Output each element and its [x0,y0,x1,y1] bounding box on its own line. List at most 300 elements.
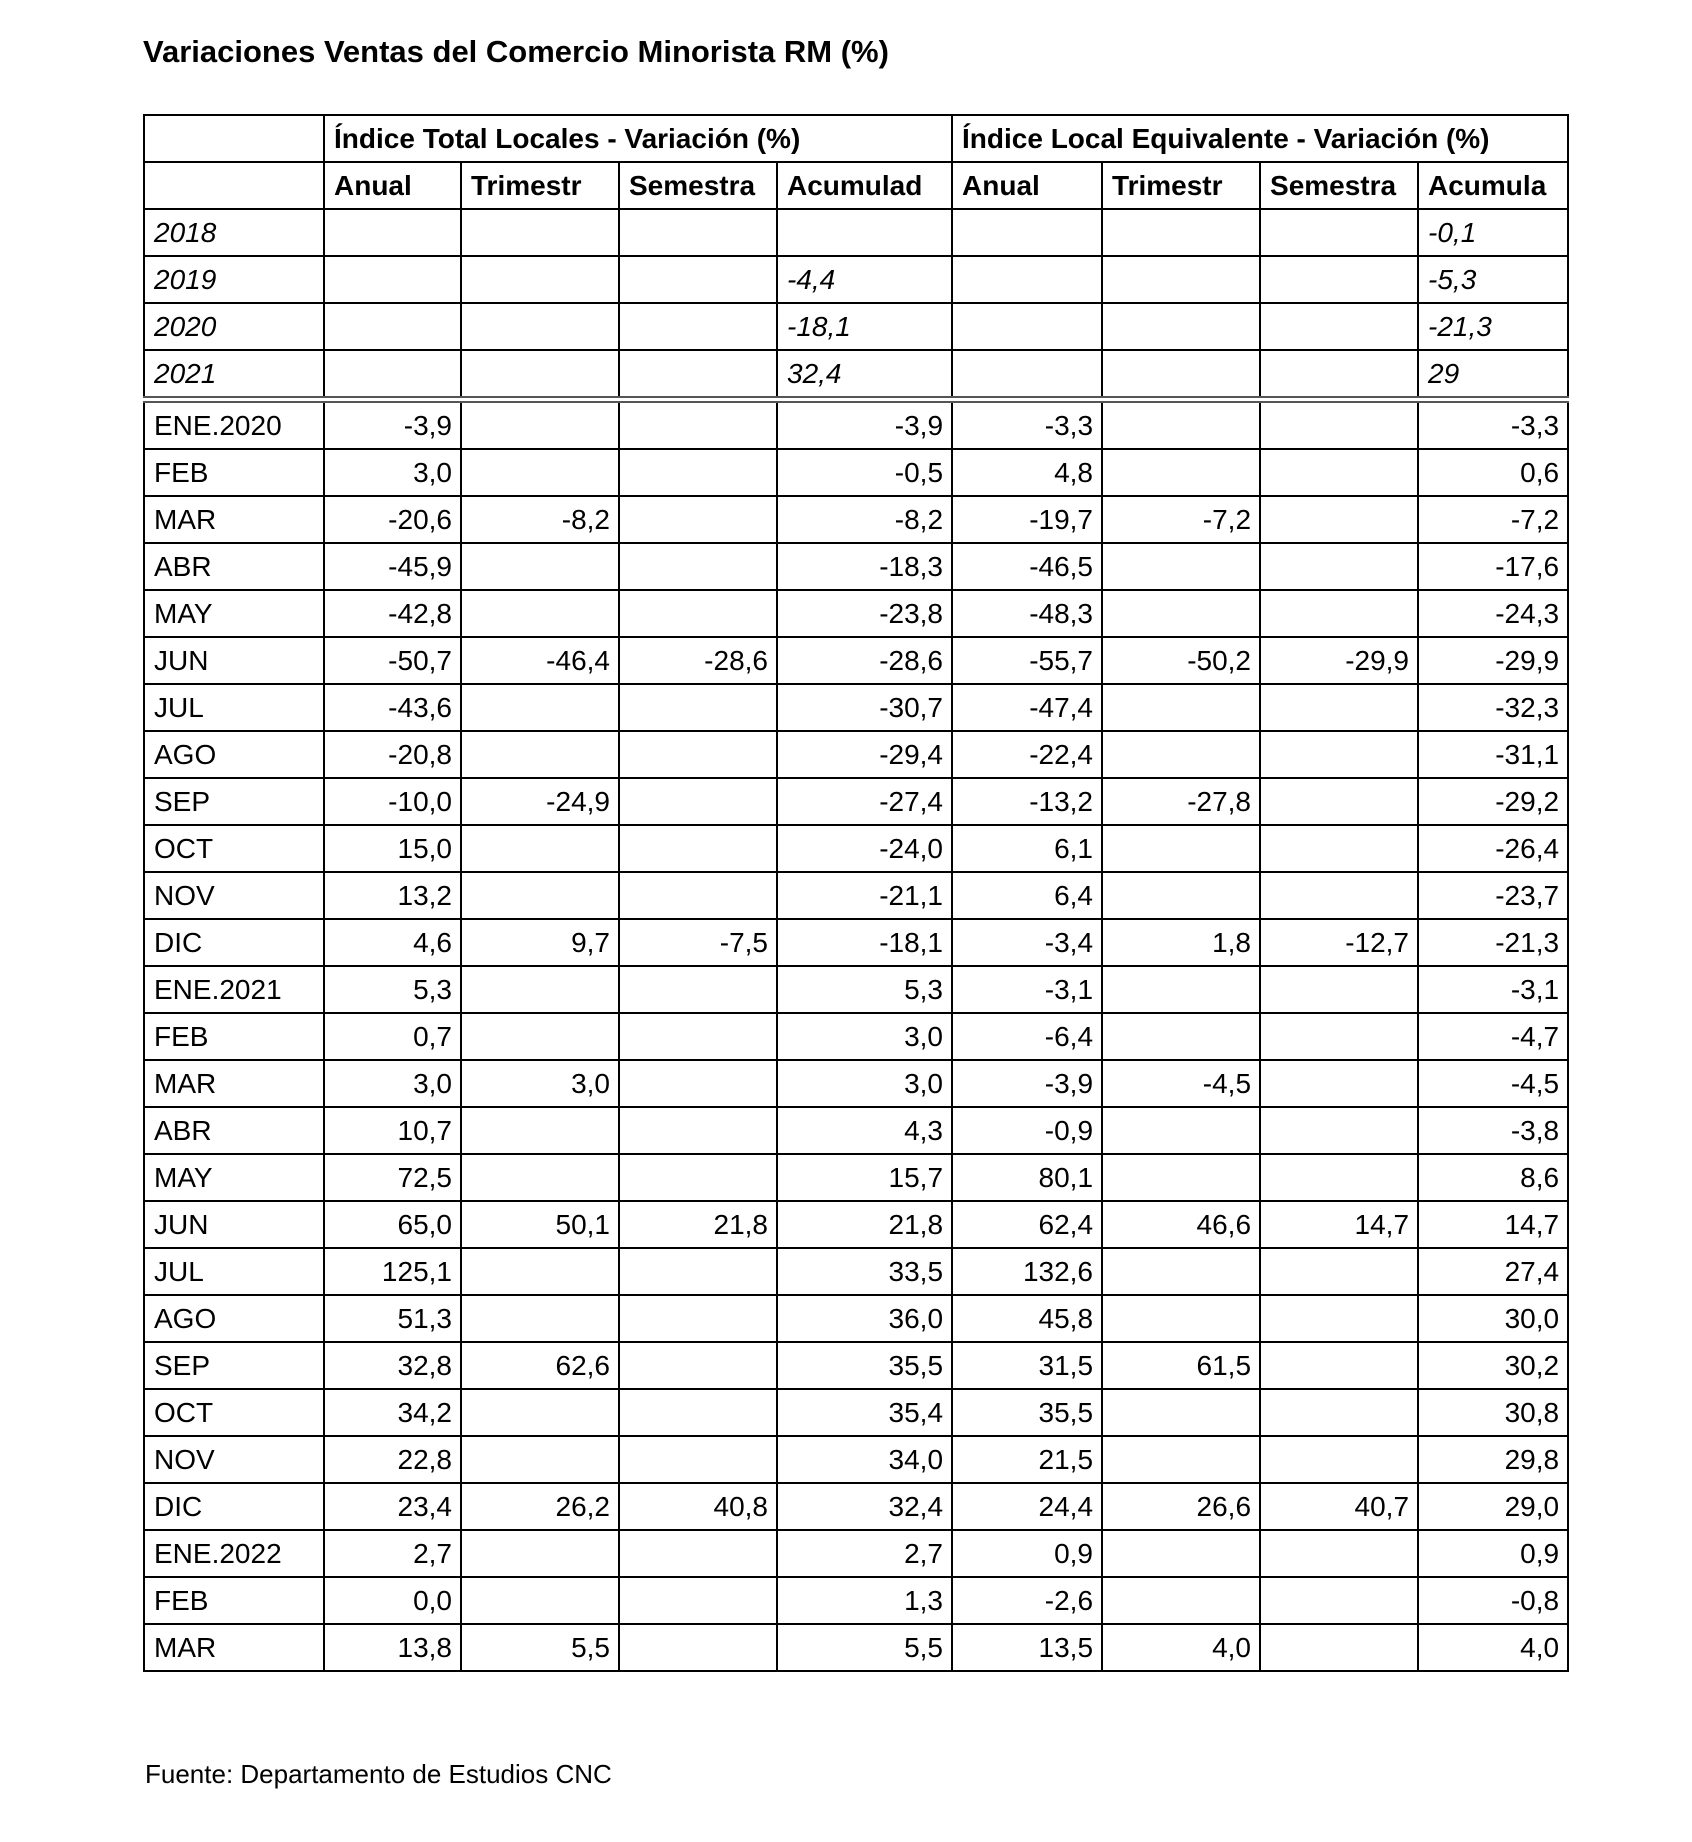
table-cell [1260,1295,1418,1342]
table-cell: -4,5 [1418,1060,1568,1107]
table-cell: 30,8 [1418,1389,1568,1436]
table-row [144,966,1568,1013]
table-cell [619,1060,777,1107]
table-cell: -21,3 [1418,303,1568,350]
table-cell: -18,1 [777,303,952,350]
table-cell [324,209,461,256]
table-cell [1260,966,1418,1013]
table-cell [619,1295,777,1342]
table-cell: 3,0 [777,1060,952,1107]
table-cell [619,872,777,919]
table-cell: -8,2 [461,496,619,543]
table-cell [619,496,777,543]
table-cell [1102,872,1260,919]
row-label: MAR [144,1624,324,1671]
row-label: ENE.2022 [144,1530,324,1577]
table-cell [1260,209,1418,256]
table-cell: -23,8 [777,590,952,637]
table-cell [1260,1530,1418,1577]
table-cell: 62,6 [461,1342,619,1389]
table-cell [952,209,1102,256]
table-cell [619,449,777,496]
table-cell: 62,4 [952,1201,1102,1248]
table-cell: -22,4 [952,731,1102,778]
table-cell: 4,8 [952,449,1102,496]
sub-header-semestral-equivalente: Semestra [1260,162,1418,209]
table-cell [1102,350,1260,400]
table-cell: -45,9 [324,543,461,590]
table-cell: -6,4 [952,1013,1102,1060]
table-cell [619,825,777,872]
table-cell: -0,9 [952,1107,1102,1154]
row-label: DIC [144,919,324,966]
group-header-equivalente: Índice Local Equivalente - Variación (%) [952,115,1568,162]
table-cell: 32,4 [777,1483,952,1530]
table-cell: -3,9 [952,1060,1102,1107]
table-cell: -4,7 [1418,1013,1568,1060]
table-cell [461,1154,619,1201]
table-cell [619,1342,777,1389]
sub-header-trimestral-equivalente: Trimestr [1102,162,1260,209]
table-cell: -12,7 [1260,919,1418,966]
table-cell: 4,6 [324,919,461,966]
table-cell: -55,7 [952,637,1102,684]
row-label: MAR [144,1060,324,1107]
table-cell: 3,0 [324,1060,461,1107]
table-cell: -0,5 [777,449,952,496]
year-row [144,209,1568,256]
table-cell: -28,6 [619,637,777,684]
table-cell [1260,1436,1418,1483]
table-cell: 125,1 [324,1248,461,1295]
table-cell [1102,1295,1260,1342]
table-row [144,1060,1568,1107]
table-cell [1260,1624,1418,1671]
table-cell [461,825,619,872]
row-label: NOV [144,1436,324,1483]
table-cell: 46,6 [1102,1201,1260,1248]
table-row [144,1154,1568,1201]
table-cell: 1,8 [1102,919,1260,966]
table-cell: 14,7 [1260,1201,1418,1248]
table-cell: -24,9 [461,778,619,825]
table-row [144,778,1568,825]
sub-header-acumulado-total: Acumulad [777,162,952,209]
table-cell [461,872,619,919]
year-row [144,350,1568,400]
row-label: ABR [144,543,324,590]
row-label: AGO [144,1295,324,1342]
table-cell: -30,7 [777,684,952,731]
page-title: Variaciones Ventas del Comercio Minorista RM (%) [143,34,889,69]
table-row [144,1013,1568,1060]
table-row [144,684,1568,731]
table-cell: 34,0 [777,1436,952,1483]
table-cell: 34,2 [324,1389,461,1436]
table-cell [324,256,461,303]
table-cell: -27,4 [777,778,952,825]
table-cell: -13,2 [952,778,1102,825]
table-cell [1260,731,1418,778]
table-cell [1260,256,1418,303]
table-cell: -0,8 [1418,1577,1568,1624]
table-cell [619,256,777,303]
table-cell: 132,6 [952,1248,1102,1295]
table-cell: -29,2 [1418,778,1568,825]
table-cell: 0,6 [1418,449,1568,496]
table-cell: 10,7 [324,1107,461,1154]
table-cell [619,966,777,1013]
table-cell: 40,7 [1260,1483,1418,1530]
table-cell: 65,0 [324,1201,461,1248]
table-row [144,1483,1568,1530]
table-row [144,731,1568,778]
table-cell: -46,5 [952,543,1102,590]
table-cell: 0,0 [324,1577,461,1624]
table-cell [619,350,777,400]
row-label: JUL [144,684,324,731]
row-label: NOV [144,872,324,919]
table-cell: 5,5 [777,1624,952,1671]
table-cell [1260,400,1418,450]
table-cell: 72,5 [324,1154,461,1201]
table-cell: -8,2 [777,496,952,543]
table-cell [1260,684,1418,731]
table-cell: 26,6 [1102,1483,1260,1530]
table-cell [1260,1154,1418,1201]
table-cell: 2,7 [777,1530,952,1577]
table-cell [461,684,619,731]
table-cell [461,400,619,450]
row-label: 2018 [144,209,324,256]
year-row [144,303,1568,350]
year-row [144,256,1568,303]
table-cell: 29,0 [1418,1483,1568,1530]
table-cell [1260,1342,1418,1389]
table-cell: 0,7 [324,1013,461,1060]
table-cell: 13,2 [324,872,461,919]
table-cell [1102,1248,1260,1295]
table-cell: -3,3 [952,400,1102,450]
table-cell [1102,1577,1260,1624]
table-cell [619,543,777,590]
table-cell: 32,4 [777,350,952,400]
table-cell [1102,1389,1260,1436]
table-cell [1260,825,1418,872]
table-cell [461,590,619,637]
table-cell [619,1154,777,1201]
table-cell: -17,6 [1418,543,1568,590]
table-cell: 15,0 [324,825,461,872]
table-row [144,1248,1568,1295]
sub-header-trimestral-total: Trimestr [461,162,619,209]
table-cell [619,1624,777,1671]
table-cell [1260,1107,1418,1154]
table-cell: 3,0 [461,1060,619,1107]
table-cell [461,1436,619,1483]
table-cell: -50,7 [324,637,461,684]
table-cell: -19,7 [952,496,1102,543]
table-cell: -50,2 [1102,637,1260,684]
table-cell: 21,5 [952,1436,1102,1483]
table-cell [619,400,777,450]
table-cell: -47,4 [952,684,1102,731]
group-header-row [144,115,1568,162]
header-corner-cell [144,115,324,162]
row-label: ENE.2021 [144,966,324,1013]
table-cell: -21,1 [777,872,952,919]
row-label: AGO [144,731,324,778]
row-label: MAR [144,496,324,543]
table-row [144,1342,1568,1389]
table-cell [1102,256,1260,303]
row-label: 2020 [144,303,324,350]
row-label: JUN [144,1201,324,1248]
row-label: DIC [144,1483,324,1530]
table-cell: 0,9 [952,1530,1102,1577]
table-cell [461,256,619,303]
table-cell: 45,8 [952,1295,1102,1342]
table-cell [461,1107,619,1154]
table-cell: -29,9 [1418,637,1568,684]
table-cell [461,1295,619,1342]
table-cell [324,303,461,350]
row-label: MAY [144,1154,324,1201]
table-cell [619,731,777,778]
table-cell: -24,0 [777,825,952,872]
table-cell: 4,3 [777,1107,952,1154]
table-cell: 5,5 [461,1624,619,1671]
table-cell: -32,3 [1418,684,1568,731]
table-row [144,1436,1568,1483]
table-cell [461,1013,619,1060]
table-cell: 13,8 [324,1624,461,1671]
table-cell: 30,0 [1418,1295,1568,1342]
row-label: ABR [144,1107,324,1154]
table-cell: 1,3 [777,1577,952,1624]
table-cell [324,350,461,400]
table-cell [619,590,777,637]
table-row [144,1295,1568,1342]
table-cell: -29,9 [1260,637,1418,684]
table-cell [1102,400,1260,450]
table-cell: -7,2 [1102,496,1260,543]
table-cell [461,543,619,590]
table-cell: -29,4 [777,731,952,778]
table-cell: 26,2 [461,1483,619,1530]
table-cell [1260,1060,1418,1107]
table-cell: 36,0 [777,1295,952,1342]
table-cell [461,1577,619,1624]
table-cell [461,209,619,256]
table-cell: -3,3 [1418,400,1568,450]
table-cell: 3,0 [324,449,461,496]
table-cell [1102,303,1260,350]
table-cell: 3,0 [777,1013,952,1060]
table-cell: -27,8 [1102,778,1260,825]
table-cell: -7,5 [619,919,777,966]
table-row [144,543,1568,590]
table-cell [1102,543,1260,590]
table-cell: 80,1 [952,1154,1102,1201]
table-cell [1102,731,1260,778]
sub-header-acumulado-equivalente: Acumula [1418,162,1568,209]
table-cell [1260,449,1418,496]
table-cell [461,966,619,1013]
table-cell [619,1530,777,1577]
table-row [144,1577,1568,1624]
table-cell [619,778,777,825]
table-cell [1260,778,1418,825]
table-cell: -3,1 [952,966,1102,1013]
table-cell [1102,1530,1260,1577]
table-cell: -3,9 [324,400,461,450]
table-cell: 23,4 [324,1483,461,1530]
table-cell: -23,7 [1418,872,1568,919]
table-cell: 4,0 [1418,1624,1568,1671]
table-row [144,1530,1568,1577]
table-cell [1260,1248,1418,1295]
table-cell: 15,7 [777,1154,952,1201]
table-cell [619,684,777,731]
table-cell [952,350,1102,400]
table-cell [619,1389,777,1436]
row-label: SEP [144,778,324,825]
table-cell [1102,966,1260,1013]
table-cell [1260,1389,1418,1436]
table-cell [619,1436,777,1483]
table-cell: 13,5 [952,1624,1102,1671]
table-cell: 14,7 [1418,1201,1568,1248]
table-cell [619,1013,777,1060]
table-cell: -2,6 [952,1577,1102,1624]
table-cell: -42,8 [324,590,461,637]
table-cell: -0,1 [1418,209,1568,256]
table-cell [1102,209,1260,256]
table-cell [619,1248,777,1295]
sub-header-corner-cell [144,162,324,209]
table-cell: 22,8 [324,1436,461,1483]
table-cell [461,1248,619,1295]
sales-variation-table [143,114,1569,1672]
table-cell [619,303,777,350]
sub-header-anual-total: Anual [324,162,461,209]
table-cell [1102,684,1260,731]
table-row [144,872,1568,919]
row-label: FEB [144,1577,324,1624]
table-cell: -20,6 [324,496,461,543]
row-label: OCT [144,1389,324,1436]
table-cell [461,350,619,400]
table-cell: -4,4 [777,256,952,303]
table-row [144,1389,1568,1436]
table-cell: 8,6 [1418,1154,1568,1201]
table-cell: -24,3 [1418,590,1568,637]
table-cell: 31,5 [952,1342,1102,1389]
table-cell [1102,1436,1260,1483]
table-cell: 33,5 [777,1248,952,1295]
table-cell [952,256,1102,303]
row-label: 2021 [144,350,324,400]
table-cell: -20,8 [324,731,461,778]
table-cell [1260,872,1418,919]
table-cell: 6,1 [952,825,1102,872]
row-label: JUL [144,1248,324,1295]
table-cell: 4,0 [1102,1624,1260,1671]
table-cell: 2,7 [324,1530,461,1577]
sub-header-anual-equivalente: Anual [952,162,1102,209]
table-body [144,115,1568,1671]
table-cell: -18,1 [777,919,952,966]
table-row [144,449,1568,496]
table-row [144,1624,1568,1671]
group-header-total: Índice Total Locales - Variación (%) [324,115,952,162]
sub-header-semestral-total: Semestra [619,162,777,209]
table-row [144,825,1568,872]
table-cell: 29,8 [1418,1436,1568,1483]
table-cell [1260,590,1418,637]
table-cell: 30,2 [1418,1342,1568,1389]
table-cell [619,209,777,256]
table-cell: -5,3 [1418,256,1568,303]
row-label: SEP [144,1342,324,1389]
table-cell: 61,5 [1102,1342,1260,1389]
row-label: MAY [144,590,324,637]
table-cell: 21,8 [777,1201,952,1248]
table-cell [619,1107,777,1154]
table-cell [1260,350,1418,400]
table-cell: 21,8 [619,1201,777,1248]
table-cell: 35,5 [777,1342,952,1389]
source-note: Fuente: Departamento de Estudios CNC [145,1759,612,1789]
table-cell: 24,4 [952,1483,1102,1530]
table-cell: 51,3 [324,1295,461,1342]
table-cell: -43,6 [324,684,461,731]
row-label: ENE.2020 [144,400,324,450]
table-cell [1260,303,1418,350]
table-cell: 35,4 [777,1389,952,1436]
table-cell: -3,4 [952,919,1102,966]
table-cell: -3,8 [1418,1107,1568,1154]
row-label: FEB [144,1013,324,1060]
table-row [144,496,1568,543]
row-label: OCT [144,825,324,872]
table-cell [619,1577,777,1624]
row-label: JUN [144,637,324,684]
table-cell [461,1530,619,1577]
table-cell: -7,2 [1418,496,1568,543]
table-cell: -28,6 [777,637,952,684]
table-cell: 5,3 [324,966,461,1013]
table-cell [1260,496,1418,543]
sub-header-row [144,162,1568,209]
table-cell: 6,4 [952,872,1102,919]
table-row [144,1201,1568,1248]
table-cell: -3,9 [777,400,952,450]
table-cell: -10,0 [324,778,461,825]
table-cell: 9,7 [461,919,619,966]
table-cell: 32,8 [324,1342,461,1389]
table-cell: 0,9 [1418,1530,1568,1577]
table-cell: 5,3 [777,966,952,1013]
table-cell: 27,4 [1418,1248,1568,1295]
row-label: 2019 [144,256,324,303]
table-cell [1102,1154,1260,1201]
table-cell [952,303,1102,350]
table-cell: -46,4 [461,637,619,684]
table-cell [1102,825,1260,872]
table-cell: -21,3 [1418,919,1568,966]
